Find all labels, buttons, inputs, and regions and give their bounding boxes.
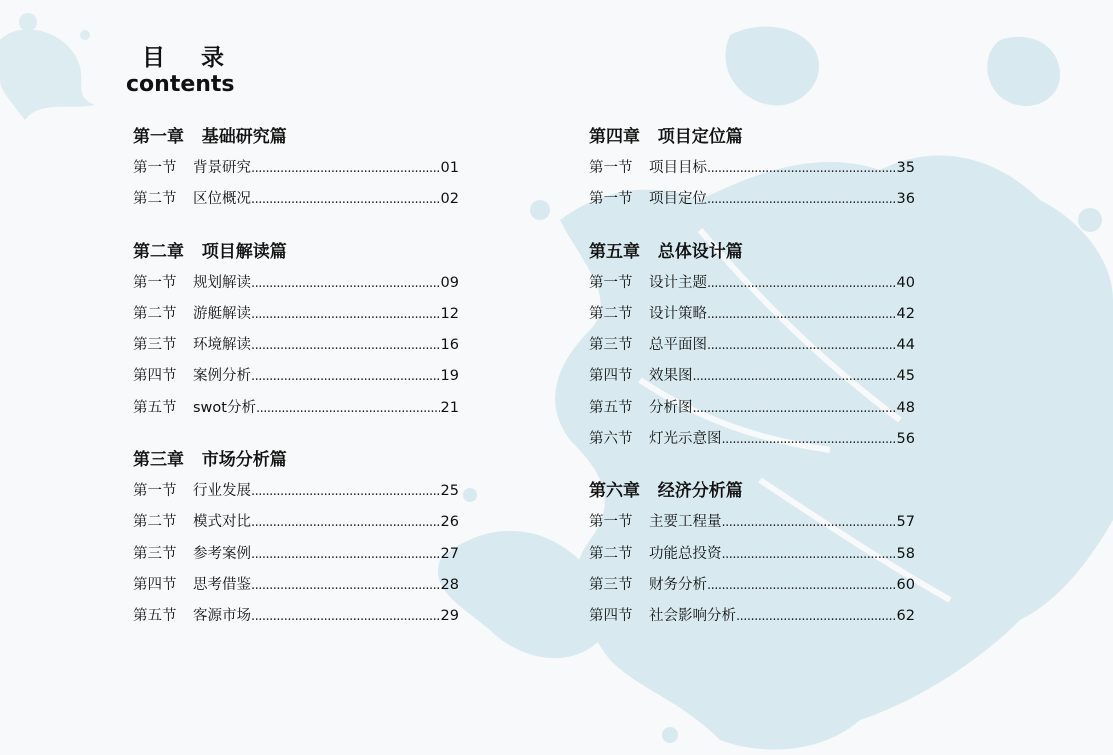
dot-leader: [736, 601, 896, 632]
section-number: 第二节: [133, 514, 177, 531]
dot-leader: [707, 299, 896, 330]
toc-entry[interactable]: [589, 361, 915, 392]
toc-entry[interactable]: [133, 330, 459, 361]
dot-leader: [251, 299, 440, 330]
section-name: 游艇解读: [193, 305, 251, 322]
section-number: 第四节: [133, 576, 177, 593]
section-name: 设计主题: [649, 274, 707, 291]
section-name: 环境解读: [193, 337, 251, 354]
page-number: 57: [896, 514, 915, 531]
toc-entry[interactable]: [133, 361, 459, 392]
toc-chapter: [589, 477, 929, 632]
toc-column-left: [133, 123, 473, 655]
toc-entry[interactable]: [589, 539, 915, 570]
section-number: 第五节: [133, 399, 177, 416]
section-number: 第五节: [133, 608, 177, 625]
dot-leader: [707, 153, 896, 184]
dot-leader: [251, 570, 440, 601]
section-number: 第四节: [589, 608, 633, 625]
page-number: 25: [440, 483, 459, 500]
section-name: 财务分析: [649, 576, 707, 593]
toc-chapter: [133, 123, 473, 216]
section-name: 规划解读: [193, 274, 251, 291]
page-number: 12: [440, 305, 459, 322]
chapter-title: 第四章 项目定位篇: [589, 127, 743, 147]
section-name: 案例分析: [193, 368, 251, 385]
dot-leader: [722, 507, 896, 538]
section-number: 第一节: [589, 191, 633, 208]
section-name: 模式对比: [193, 514, 251, 531]
section-number: 第一节: [589, 160, 633, 176]
section-name: 分析图: [649, 399, 693, 416]
page-number: 40: [896, 274, 915, 291]
dot-leader: [251, 601, 440, 632]
section-number: 第二节: [133, 305, 177, 322]
section-number: 第四节: [589, 368, 633, 385]
section-number: 第六节: [589, 431, 633, 448]
toc-entry[interactable]: [133, 153, 459, 184]
section-name: 效果图: [649, 368, 693, 385]
page-number: 01: [440, 160, 459, 176]
dot-leader: [256, 393, 440, 424]
page-number: 09: [440, 274, 459, 291]
section-number: 第一节: [133, 160, 177, 176]
section-name: 背景研究: [193, 160, 251, 176]
toc-chapter: [589, 238, 929, 456]
section-name: 客源市场: [193, 608, 251, 625]
page-number: 02: [440, 191, 459, 208]
toc-entry[interactable]: [133, 476, 459, 507]
toc-column-right: [589, 123, 929, 655]
section-name: 行业发展: [193, 483, 251, 500]
toc-entry[interactable]: [133, 570, 459, 601]
section-number: 第二节: [589, 545, 633, 562]
section-name: swot分析: [193, 399, 256, 416]
page-number: 62: [896, 608, 915, 625]
page-number: 28: [440, 576, 459, 593]
section-number: 第一节: [133, 483, 177, 500]
dot-leader: [251, 330, 440, 361]
section-number: 第一节: [589, 514, 633, 531]
toc-entry[interactable]: [133, 539, 459, 570]
dot-leader: [251, 153, 440, 184]
dot-leader: [251, 361, 440, 392]
toc-entry[interactable]: [589, 299, 915, 330]
page-number: 35: [896, 160, 915, 176]
chapter-title: 第六章 经济分析篇: [589, 481, 743, 502]
section-name: 思考借鉴: [193, 576, 251, 593]
toc-entry[interactable]: [133, 268, 459, 299]
section-name: 区位概况: [193, 191, 251, 208]
chapter-title: 第三章 市场分析篇: [133, 450, 287, 471]
dot-leader: [707, 570, 896, 601]
section-number: 第五节: [589, 399, 633, 416]
dot-leader: [251, 539, 440, 570]
page-number: 56: [896, 431, 915, 448]
dot-leader: [707, 330, 896, 361]
toc-entry[interactable]: [589, 507, 915, 538]
section-number: 第三节: [133, 337, 177, 354]
toc-chapter: [133, 446, 473, 632]
toc-entry[interactable]: [589, 393, 915, 424]
toc-entry[interactable]: [589, 424, 915, 455]
page-number: 19: [440, 368, 459, 385]
section-name: 社会影响分析: [649, 608, 736, 625]
dot-leader: [251, 507, 440, 538]
toc-chapter: [589, 123, 929, 216]
section-number: 第三节: [589, 337, 633, 354]
page-number: 44: [896, 337, 915, 354]
page-number: 26: [440, 514, 459, 531]
toc-entry[interactable]: [133, 507, 459, 538]
dot-leader: [707, 184, 896, 215]
toc-entry[interactable]: [589, 268, 915, 299]
section-name: 项目定位: [649, 191, 707, 208]
toc-chapter: [133, 238, 473, 424]
section-number: 第三节: [589, 576, 633, 593]
toc-entry[interactable]: [133, 393, 459, 424]
dot-leader: [251, 184, 440, 215]
section-name: 灯光示意图: [649, 431, 722, 448]
toc-entry[interactable]: [133, 601, 459, 632]
chapter-title: 第五章 总体设计篇: [589, 241, 743, 262]
toc-entry[interactable]: [589, 330, 915, 361]
page-number: 21: [440, 399, 459, 416]
dot-leader: [251, 268, 440, 299]
section-number: 第一节: [133, 274, 177, 291]
chapter-title: 第一章 基础研究篇: [133, 127, 287, 147]
page-number: 48: [896, 399, 915, 416]
dot-leader: [693, 361, 896, 392]
toc-entry[interactable]: [589, 153, 915, 184]
dot-leader: [693, 393, 896, 424]
toc-header: [126, 44, 238, 98]
page-number: 60: [896, 576, 915, 593]
toc-entry[interactable]: [589, 184, 915, 215]
page-number: 36: [896, 191, 915, 208]
dot-leader: [251, 476, 440, 507]
section-name: 设计策略: [649, 305, 707, 322]
dot-leader: [722, 424, 896, 455]
page-number: 29: [440, 608, 459, 625]
page-number: 45: [896, 368, 915, 385]
section-name: 主要工程量: [649, 514, 722, 531]
section-number: 第一节: [589, 274, 633, 291]
section-name: 功能总投资: [649, 545, 722, 562]
page-number: 27: [440, 545, 459, 562]
section-name: 参考案例: [193, 545, 251, 562]
toc-entry[interactable]: [589, 570, 915, 601]
toc-entry[interactable]: [133, 299, 459, 330]
section-number: 第二节: [589, 305, 633, 322]
toc-entry[interactable]: [133, 184, 459, 215]
dot-leader: [722, 539, 896, 570]
section-name: 项目目标: [649, 160, 707, 176]
page-number: 16: [440, 337, 459, 354]
page-number: 42: [896, 305, 915, 322]
section-number: 第三节: [133, 545, 177, 562]
chapter-title: 第二章 项目解读篇: [133, 241, 287, 262]
dot-leader: [707, 268, 896, 299]
section-name: 总平面图: [649, 337, 707, 354]
section-number: 第四节: [133, 368, 177, 385]
toc-entry[interactable]: [589, 601, 915, 632]
toc-title-en: contents: [126, 72, 235, 97]
page-number: 58: [896, 545, 915, 562]
section-number: 第二节: [133, 191, 177, 208]
toc-title-cn: 目 录: [142, 45, 239, 71]
